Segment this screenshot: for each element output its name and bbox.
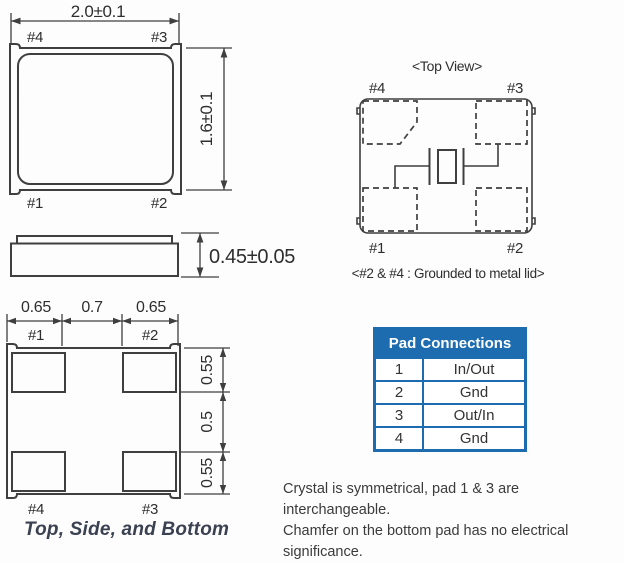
arrowhead [220,392,226,401]
bottom-pad-4 [12,452,65,491]
pad-label-2: #2 [150,195,168,212]
arrowhead-down [197,268,204,278]
pad-number-cell: 1 [375,358,424,382]
pad-connection-cell: Gnd [423,381,526,404]
arrowhead [62,318,71,324]
pad-label-4: #4 [368,80,386,97]
table-row [375,358,526,382]
hidden-pad-3 [476,101,527,144]
pad-label-1: #1 [27,327,45,344]
arrowhead [220,383,226,392]
pad-label-1: #1 [368,240,386,257]
arrowhead [7,318,16,324]
arrowhead [220,348,226,357]
arrowhead [53,318,62,324]
lid-side-profile [17,236,172,244]
table-row [375,404,526,427]
arrowhead [220,443,226,452]
pad-label-3: #3 [150,29,168,46]
crystal-element [438,150,456,183]
hidden-pad-1 [363,188,417,231]
pad-connections-table [373,327,527,452]
pad-label-4: #4 [26,29,44,46]
arrowhead [113,318,122,324]
top-view-title: <Top View> [412,58,482,74]
lead-to-pad-3 [464,144,498,166]
arrowhead-down [221,181,228,191]
bottom-pad-3 [123,452,176,491]
dim-0-7-center: 0.7 [81,299,103,316]
dim-0-55-top: 0.55 [199,355,216,385]
arrowhead-up [197,233,204,243]
ground-note: <#2 & #4 : Grounded to metal lid> [351,266,545,281]
bottom-outline [7,344,180,498]
internal-top-view-figure [352,58,545,281]
pad-connections-header: Pad Connections [375,329,526,358]
package-outline [360,99,532,233]
pad-connection-cell: Gnd [423,427,526,451]
lead-to-pad-1 [395,166,429,188]
height-dimension-text: 1.6±0.1 [197,91,216,147]
dim-0-65-left: 0.65 [21,299,51,316]
package-top-view-figure [10,2,232,212]
pad-connection-cell: Out/In [423,404,526,427]
arrowhead-right [170,18,180,25]
figure-caption: Top, Side, and Bottom [24,519,230,540]
bottom-pad-1 [12,353,65,392]
body-side-profile [11,244,178,277]
pad-number-cell: 3 [375,404,424,427]
package-side-view-figure [11,233,295,277]
pad-label-2: #2 [141,327,159,344]
dim-0-5-middle: 0.5 [199,411,216,433]
dim-0-55-bottom: 0.55 [199,458,216,488]
pad-label-2: #2 [506,240,524,257]
dim-0-65-right: 0.65 [136,299,166,316]
width-dimension-text: 2.0±0.1 [70,2,126,21]
pad-number-cell: 4 [375,427,424,451]
package-outline [10,44,181,194]
thickness-dimension-text: 0.45±0.05 [209,246,296,268]
arrowhead [122,318,131,324]
arrowhead [220,452,226,461]
hidden-pad-2 [476,188,527,231]
metal-lid-outline [18,54,173,184]
arrowhead [169,318,178,324]
footnote-line-1: Crystal is symmetrical, pad 1 & 3 are interchangeable. [283,481,520,518]
pad-label-3: #3 [141,501,159,518]
pad-label-1: #1 [26,195,44,212]
arrowhead-up [221,48,228,58]
pad-label-3: #3 [506,80,524,97]
pad-label-4: #4 [27,501,45,518]
table-row [375,381,526,404]
arrowhead [220,485,226,494]
table-row [375,427,526,451]
arrowhead-left [11,18,21,25]
package-bottom-view-figure [7,299,230,518]
hidden-pad-4-chamfered [363,101,417,144]
pad-number-cell: 2 [375,381,424,404]
symmetry-footnote [283,479,624,563]
footnote-line-2: Chamfer on the bottom pad has no electrical significance. [283,523,569,560]
bottom-pad-2 [123,353,176,392]
pad-connection-cell: In/Out [423,358,526,382]
